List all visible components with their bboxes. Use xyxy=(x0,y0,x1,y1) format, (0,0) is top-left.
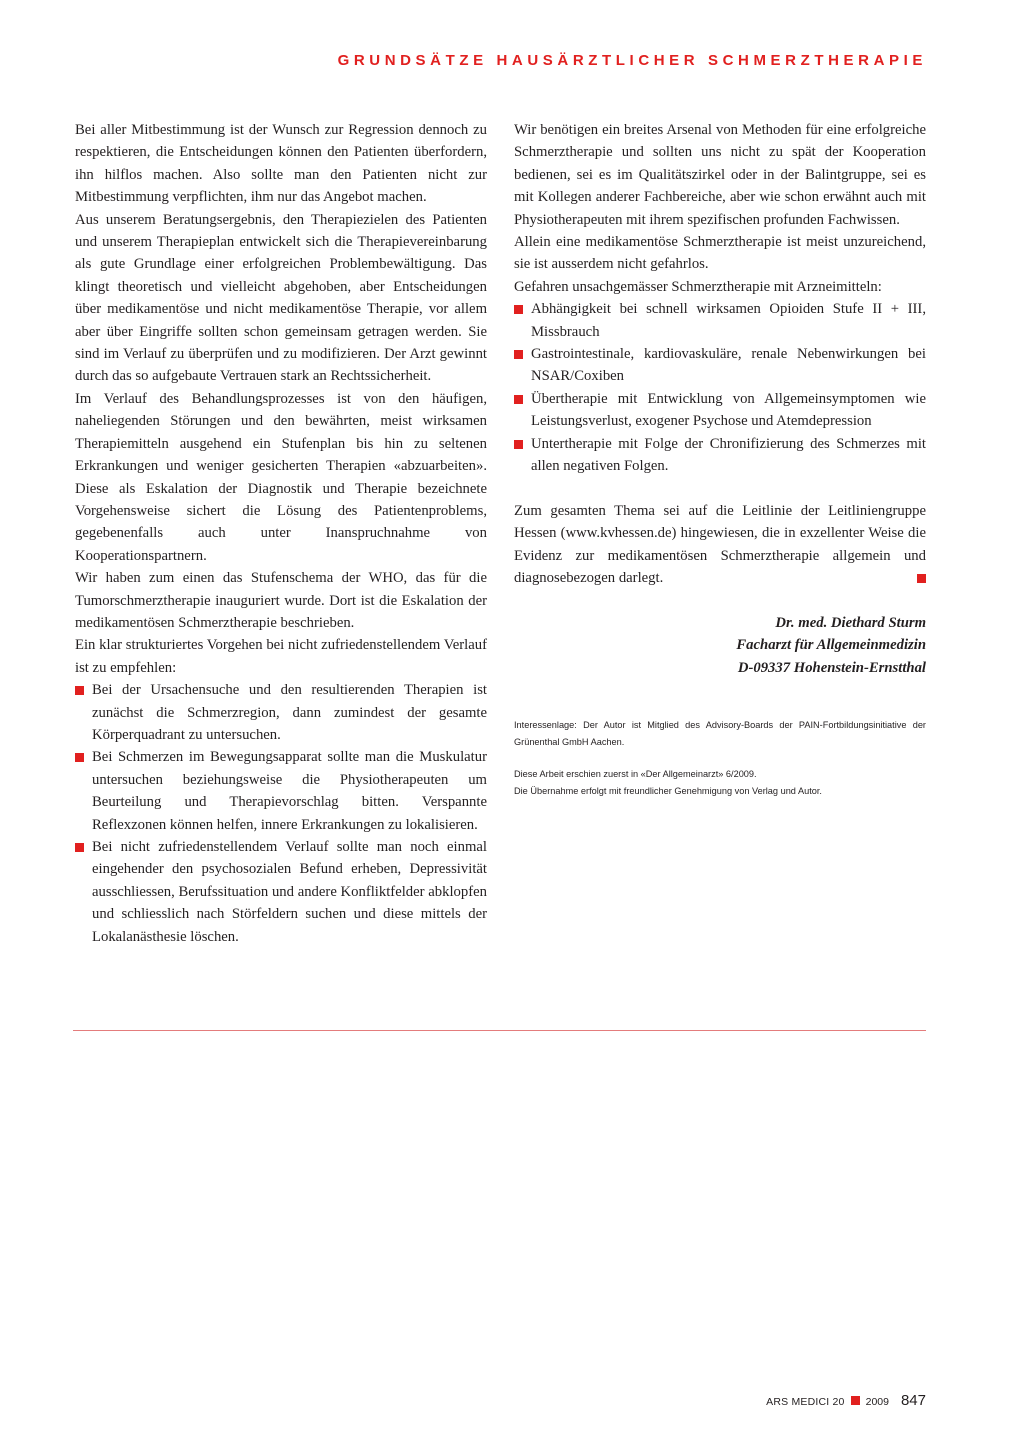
bullet-list xyxy=(75,679,487,948)
conflict-of-interest-note: Interessenlage: Der Autor ist Mitglied des Advisory-Boards der PAIN-Fortbildungsinitiative der Grünenthal GmbH Aachen. xyxy=(514,720,926,747)
bullet-square-icon xyxy=(514,440,523,449)
paragraph: Gefahren unsachgemässer Schmerztherapie mit Arzneimitteln: xyxy=(514,278,882,295)
paragraph: Bei aller Mitbestimmung ist der Wunsch zur Regression dennoch zu respektieren, die Entscheidungen können den Patienten überfordern, ihn hilflos machen. Also sollte man den Patienten nicht zur Mitbestimmung verpflichten, ihm nur das Angebot machen. xyxy=(75,122,487,206)
author-title: Facharzt für Allgemeinmedizin xyxy=(736,637,926,654)
list-item xyxy=(514,388,926,433)
list-item xyxy=(75,836,487,948)
page-number: 847 xyxy=(900,1392,926,1409)
author-location: D-09337 Hohenstein-Ernstthal xyxy=(737,659,926,676)
list-item-text: Abhängigkeit bei schnell wirksamen Opioiden Stufe II + III, Missbrauch xyxy=(531,301,926,340)
paragraph: Im Verlauf des Behandlungsprozesses ist von den häufigen, naheliegenden Störungen und den bewährten, meist wirksamen Therapiemitteln ausgehend ein Stufenplan bis hin zu seltenen Erkrankungen und weniger gesicherten Therapien «abzuarbeiten». Diese als Eskalation der Diagnostik und Therapie bezeichnete Vorgehensweise sichert die Lösung des Patientenproblems, gegebenenfalls auch unter Inanspruchnahme von Kooperationspartnern. xyxy=(75,390,487,564)
list-item xyxy=(514,343,926,388)
bullet-square-icon xyxy=(514,395,523,404)
end-of-article-square-icon xyxy=(917,574,926,583)
list-item-text: Bei nicht zufriedenstellendem Verlauf sollte man noch einmal eingehender den psychosozialen Befund erheben, Depressivität ausschliessen, Berufssituation und andere Konfliktfelder abklopfen und schliesslich nach Störfeldern suchen und diese mittels der Lokalanästhesie löschen. xyxy=(92,839,487,945)
running-header: GRUNDSÄTZE HAUSÄRZTLICHER SCHMERZTHERAPIE xyxy=(337,52,927,69)
list-item xyxy=(514,298,926,343)
permission-note: Die Übernahme erfolgt mit freundlicher Genehmigung von Verlag und Autor. xyxy=(514,785,822,796)
bullet-list xyxy=(514,298,926,477)
paragraph: Wir haben zum einen das Stufenschema der WHO, das für die Tumorschmerztherapie inauguriert wurde. Dort ist die Eskalation der medikamentösen Schmerztherapie beschrieben. xyxy=(75,570,487,631)
paragraph: Aus unserem Beratungsergebnis, den Therapiezielen des Patienten und unserem Therapieplan entwickelt sich die Therapievereinbarung als gute Grundlage einer erfolgreichen Problembewältigung. Das klingt theoretisch und vielleicht abgehoben, aber Entscheidungen über medikamentöse und nicht medikamentöse Therapie, vor allem aber über Eingriffe sollten schon gemeinsam getragen werden. Sie sind im Verlauf zu überprüfen und zu modifizieren. Der Arzt gewinnt durch das so aufgebaute Vertrauen stark an Rechtssicherheit. xyxy=(75,211,487,385)
paragraph: Allein eine medikamentöse Schmerztherapie ist meist unzureichend, sie ist ausserdem nicht gefahrlos. xyxy=(514,234,926,273)
list-item xyxy=(514,433,926,478)
list-item-text: Bei der Ursachensuche und den resultierenden Therapien ist zunächst die Schmerzregion, dann zumindest der gesamte Körperquadrant zu untersuchen. xyxy=(92,682,487,743)
page-footer xyxy=(766,1392,926,1409)
bullet-square-icon xyxy=(75,686,84,695)
paragraph: Wir benötigen ein breites Arsenal von Methoden für eine erfolgreiche Schmerztherapie und sollten uns nicht zu spät der Kooperation bedienen, sei es im Qualitätszirkel oder in der Balintgruppe, sei es mit Kollegen anderer Fachbereiche, aber wie schon erwähnt auch mit Physiotherapeuten mit ihrem spezifischen profunden Fachwissen. xyxy=(514,122,926,228)
left-column xyxy=(75,119,487,948)
section-divider xyxy=(73,1030,926,1031)
paragraph: Ein klar strukturiertes Vorgehen bei nicht zufriedenstellendem Verlauf ist zu empfehlen: xyxy=(75,637,487,676)
bullet-square-icon xyxy=(75,843,84,852)
list-item xyxy=(75,679,487,746)
source-note: Diese Arbeit erschien zuerst in «Der Allgemeinarzt» 6/2009. xyxy=(514,769,757,780)
author-name: Dr. med. Diethard Sturm xyxy=(775,614,926,631)
bullet-square-icon xyxy=(75,753,84,762)
closing-paragraph xyxy=(514,500,926,590)
separator-square-icon xyxy=(851,1396,860,1405)
bullet-square-icon xyxy=(514,350,523,359)
closing-text: Zum gesamten Thema sei auf die Leitlinie der Leitliniengruppe Hessen (www.kvhessen.de) hingewiesen, die in exzellenter Weise die Evidenz zur medikamentösen Schmerztherapie allgemein und diagnosebezogen darlegt. xyxy=(514,502,926,587)
list-item-text: Übertherapie mit Entwicklung von Allgemeinsymptomen wie Leistungsverlust, exogener Psychose und Atemdepression xyxy=(531,390,926,430)
list-item xyxy=(75,746,487,836)
list-item-text: Gastrointestinale, kardiovaskuläre, renale Nebenwirkungen bei NSAR/Coxiben xyxy=(531,346,926,385)
footnotes xyxy=(514,717,926,799)
list-item-text: Untertherapie mit Folge der Chronifizierung des Schmerzes mit allen negativen Folgen. xyxy=(531,435,926,475)
issue-year: 2009 xyxy=(865,1396,889,1408)
bullet-square-icon xyxy=(514,305,523,314)
author-block xyxy=(514,612,926,679)
list-item-text: Bei Schmerzen im Bewegungsapparat sollte man die Muskulatur untersuchen beziehungsweise die Physiotherapeuten um Beurteilung und Therapievorschlag bitten. Verspannte Reflexzonen können helfen, innere Erkrankungen zu lokalisieren. xyxy=(92,749,487,833)
journal-name: ARS MEDICI 20 xyxy=(766,1396,845,1408)
right-column xyxy=(514,119,926,799)
